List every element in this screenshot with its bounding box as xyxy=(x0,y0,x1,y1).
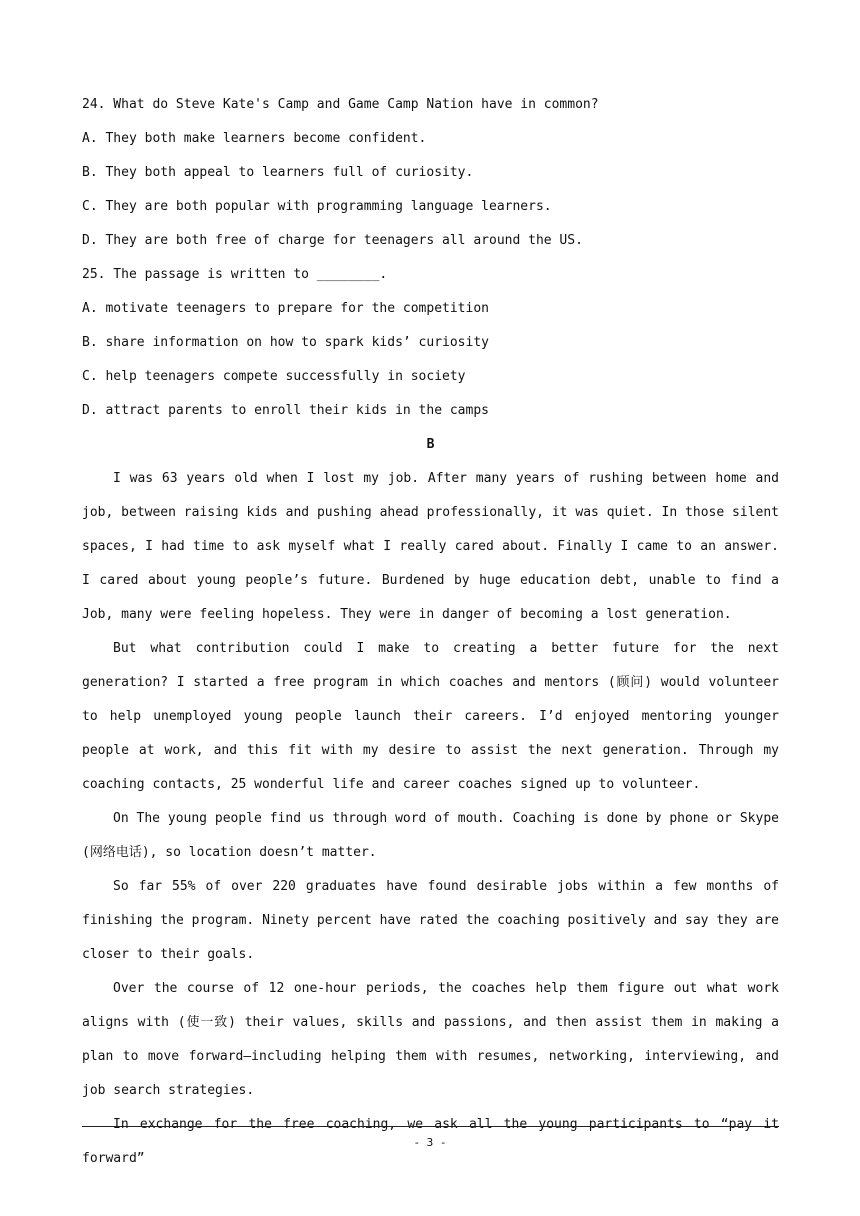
question-24-option-b: B. They both appeal to learners full of curiosity. xyxy=(82,165,474,180)
question-25-option-d: D. attract parents to enroll their kids in the camps xyxy=(82,403,489,418)
question-25-option-b: B. share information on how to spark kids’ curiosity xyxy=(82,335,489,350)
question-24-option-d: D. They are both free of charge for teenagers all around the US. xyxy=(82,233,583,248)
page-content xyxy=(82,88,779,1176)
question-25-option-a: A. motivate teenagers to prepare for the competition xyxy=(82,301,489,316)
passage-paragraph-6: In exchange for the free coaching, we ask all the young participants to “pay it forward” xyxy=(82,1117,779,1166)
passage-paragraph-5: Over the course of 12 one-hour periods, the coaches help them figure out what work aligns with (使一致) their values, skills and passions, and then assist them in making a plan to move forward—including helping them with resumes, networking, interviewing, and job search strategies. xyxy=(82,981,779,1098)
section-heading: B xyxy=(426,437,435,452)
footer-divider xyxy=(82,1126,779,1127)
question-24-option-a: A. They both make learners become confident. xyxy=(82,131,427,146)
passage-paragraph-3: On The young people find us through word of mouth. Coaching is done by phone or Skype (网络电话), so location doesn’t matter. xyxy=(82,811,779,860)
passage-paragraph-4: So far 55% of over 220 graduates have found desirable jobs within a few months of finishing the program. Ninety percent have rated the coaching positively and say they are closer to their goals. xyxy=(82,879,779,962)
question-24-stem: 24. What do Steve Kate's Camp and Game Camp Nation have in common? xyxy=(82,97,599,112)
question-24-option-c: C. They are both popular with programming language learners. xyxy=(82,199,552,214)
passage-paragraph-1: I was 63 years old when I lost my job. After many years of rushing between home and job, between raising kids and pushing ahead professionally, it was quiet. In those silent spaces, I had time to ask myself what I really cared about. Finally I came to an answer. I cared about young people’s future. Burdened by huge education debt, unable to find a Job, many were feeling hopeless. They were in danger of becoming a lost generation. xyxy=(82,471,779,622)
passage-paragraph-2: But what contribution could I make to creating a better future for the next generation? I started a free program in which coaches and mentors (顾问) would volunteer to help unemployed young people launch their careers. I’d enjoyed mentoring younger people at work, and this fit with my desire to assist the next generation. Through my coaching contacts, 25 wonderful life and career coaches signed up to volunteer. xyxy=(82,641,779,792)
page-number: - 3 - xyxy=(413,1136,447,1149)
question-25-stem: 25. The passage is written to ________. xyxy=(82,267,388,282)
question-25-option-c: C. help teenagers compete successfully in society xyxy=(82,369,466,384)
